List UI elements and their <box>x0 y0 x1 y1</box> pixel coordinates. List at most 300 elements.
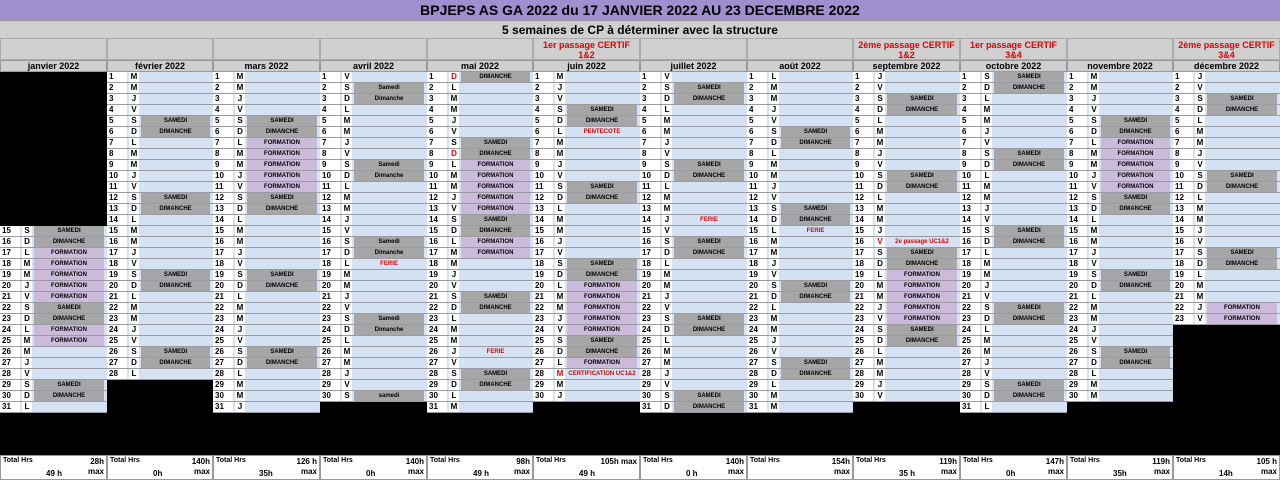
day-number: 31 <box>213 402 233 412</box>
day-number: 10 <box>427 171 447 181</box>
day-number: 28 <box>1067 369 1087 379</box>
day-row <box>107 94 213 105</box>
day-letter: M <box>770 314 778 323</box>
max-hours-value: 126 h max <box>296 457 317 476</box>
day-row <box>107 248 213 259</box>
day-number: 17 <box>320 248 340 258</box>
day-row <box>960 182 1067 193</box>
day-number: 27 <box>427 358 447 368</box>
day-letter: L <box>555 127 565 137</box>
day-row <box>747 369 853 380</box>
day-event: SAMEDI <box>567 182 637 192</box>
day-row <box>960 248 1067 259</box>
day-number: 28 <box>533 369 553 379</box>
day-number: 20 <box>427 281 447 291</box>
day-number: 19 <box>0 270 20 280</box>
day-row <box>213 380 320 391</box>
day-letter: J <box>342 292 352 302</box>
day-number: 10 <box>747 171 767 181</box>
day-row <box>1067 193 1173 204</box>
day-number: 25 <box>320 336 340 346</box>
day-letter: S <box>342 83 352 93</box>
day-row <box>853 160 960 171</box>
day-event: DIMANCHE <box>34 314 104 324</box>
day-event: FORMATION <box>34 325 104 335</box>
day-number: 31 <box>427 402 447 412</box>
day-row <box>960 391 1067 402</box>
day-row <box>320 369 427 380</box>
day-number: 2 <box>320 83 340 93</box>
day-letter: S <box>1089 270 1099 280</box>
day-number: 22 <box>747 303 767 313</box>
day-event: FORMATION <box>1101 138 1170 148</box>
day-letter: L <box>1089 215 1099 225</box>
day-number: 28 <box>0 369 20 379</box>
day-event: DIMANCHE <box>1101 358 1170 368</box>
day-number: 23 <box>0 314 20 324</box>
day-row <box>213 226 320 237</box>
day-row <box>533 314 640 325</box>
day-number: 16 <box>320 237 340 247</box>
day-event: DIMANCHE <box>247 358 317 368</box>
day-row <box>1067 248 1173 259</box>
day-letter: V <box>662 380 672 390</box>
month-total-hours <box>640 455 747 480</box>
day-number: 4 <box>1067 105 1087 115</box>
day-number: 1 <box>853 72 873 82</box>
day-letter: J <box>875 226 885 236</box>
day-number: 29 <box>1067 380 1087 390</box>
day-row <box>853 259 960 270</box>
day-letter: M <box>983 336 991 345</box>
day-number: 19 <box>533 270 553 280</box>
day-number: 5 <box>1067 116 1087 126</box>
day-number: 3 <box>533 94 553 104</box>
month-total-hours <box>1067 455 1173 480</box>
day-row <box>960 72 1067 83</box>
day-row <box>1173 204 1280 215</box>
day-number: 7 <box>960 138 980 148</box>
day-row <box>107 215 213 226</box>
day-letter: L <box>22 325 32 335</box>
day-event: FORMATION <box>34 259 104 269</box>
day-row <box>213 369 320 380</box>
day-row <box>533 237 640 248</box>
day-letter: M <box>236 160 244 169</box>
day-number: 1 <box>533 72 553 82</box>
day-letter: L <box>769 380 779 390</box>
day-number: 29 <box>427 380 447 390</box>
day-event: SAMEDI <box>34 380 104 390</box>
day-letter: M <box>556 380 564 389</box>
month-note <box>427 38 533 60</box>
day-row <box>1173 182 1280 193</box>
day-row <box>853 303 960 314</box>
month-header: avril 2022 <box>320 60 427 72</box>
day-row <box>213 237 320 248</box>
day-row <box>960 259 1067 270</box>
day-letter: M <box>450 325 458 334</box>
day-number: 20 <box>213 281 233 291</box>
day-row <box>1173 72 1280 83</box>
day-number: 21 <box>213 292 233 302</box>
day-letter: J <box>1089 248 1099 258</box>
day-row <box>427 325 533 336</box>
day-letter: L <box>769 149 779 159</box>
day-event: DIMANCHE <box>247 281 317 291</box>
day-event: FORMATION <box>1207 314 1277 324</box>
day-event: FORMATION <box>247 182 317 192</box>
day-row <box>427 369 533 380</box>
day-number: 19 <box>1067 270 1087 280</box>
day-row <box>960 204 1067 215</box>
day-number: 18 <box>960 259 980 269</box>
day-letter: D <box>1089 204 1099 214</box>
day-row <box>533 138 640 149</box>
day-number: 11 <box>1067 182 1087 192</box>
day-letter: J <box>449 193 459 203</box>
day-row <box>1067 127 1173 138</box>
day-event: DIMANCHE <box>781 215 850 225</box>
day-letter: S <box>555 182 565 192</box>
day-number: 11 <box>533 182 553 192</box>
day-number: 15 <box>1067 226 1087 236</box>
day-row <box>960 160 1067 171</box>
day-letter: M <box>876 215 884 224</box>
month-header: octobre 2022 <box>960 60 1067 72</box>
day-number: 12 <box>640 193 660 203</box>
day-row <box>960 105 1067 116</box>
day-letter: M <box>663 127 671 136</box>
day-letter: L <box>662 259 672 269</box>
day-row <box>640 281 747 292</box>
day-number: 4 <box>320 105 340 115</box>
day-letter: D <box>129 358 139 368</box>
day-number: 13 <box>213 204 233 214</box>
day-letter: V <box>875 83 885 93</box>
day-event: SAMEDI <box>141 347 210 357</box>
day-row <box>640 171 747 182</box>
day-letter: V <box>1195 314 1205 324</box>
day-number: 3 <box>107 94 127 104</box>
day-event: FORMATION <box>34 336 104 346</box>
day-number: 22 <box>1067 303 1087 313</box>
day-letter: D <box>982 160 992 170</box>
day-row <box>320 336 427 347</box>
day-number: 6 <box>960 127 980 137</box>
day-letter: V <box>1089 259 1099 269</box>
day-row <box>533 248 640 259</box>
day-letter: M <box>663 270 671 279</box>
day-row <box>427 149 533 160</box>
day-event: SAMEDI <box>781 204 850 214</box>
day-row <box>107 72 213 83</box>
day-row <box>747 116 853 127</box>
day-row <box>533 259 640 270</box>
day-letter: V <box>662 72 672 82</box>
day-number: 9 <box>427 160 447 170</box>
day-letter: J <box>555 83 565 93</box>
day-row <box>747 292 853 303</box>
day-number: 10 <box>1067 171 1087 181</box>
day-row <box>960 116 1067 127</box>
day-number: 22 <box>320 303 340 313</box>
day-row <box>320 314 427 325</box>
day-letter: L <box>769 303 779 313</box>
day-row <box>107 292 213 303</box>
day-number: 6 <box>320 127 340 137</box>
day-row <box>960 215 1067 226</box>
day-letter: J <box>1089 94 1099 104</box>
day-event: FORMATION <box>461 204 530 214</box>
day-number: 16 <box>213 237 233 247</box>
day-row <box>960 347 1067 358</box>
day-number: 10 <box>533 171 553 181</box>
day-row <box>640 270 747 281</box>
day-letter: J <box>769 336 779 346</box>
day-number: 3 <box>747 94 767 104</box>
day-row <box>853 226 960 237</box>
day-letter: L <box>129 215 139 225</box>
day-letter: M <box>770 402 778 411</box>
day-number: 24 <box>213 325 233 335</box>
day-row <box>1067 336 1173 347</box>
day-number: 13 <box>1173 204 1193 214</box>
day-number: 7 <box>853 138 873 148</box>
day-number: 30 <box>0 391 20 401</box>
day-letter: D <box>1089 127 1099 137</box>
day-row <box>853 171 960 182</box>
day-number: 17 <box>960 248 980 258</box>
day-row <box>853 369 960 380</box>
day-number: 15 <box>640 226 660 236</box>
day-row <box>747 94 853 105</box>
day-letter: S <box>662 160 672 170</box>
day-number: 30 <box>320 391 340 401</box>
day-number: 15 <box>853 226 873 236</box>
day-letter: J <box>555 391 565 401</box>
day-number: 16 <box>107 237 127 247</box>
day-number: 20 <box>107 281 127 291</box>
day-letter: S <box>235 270 245 280</box>
day-row <box>853 204 960 215</box>
day-number: 18 <box>320 259 340 269</box>
day-number: 10 <box>1173 171 1193 181</box>
day-letter: S <box>235 193 245 203</box>
day-event: Samedi <box>354 83 424 93</box>
day-row <box>320 204 427 215</box>
day-row <box>747 226 853 237</box>
day-number: 15 <box>960 226 980 236</box>
day-event: SAMEDI <box>1207 248 1277 258</box>
day-event: SAMEDI <box>141 193 210 203</box>
day-letter: D <box>22 391 32 401</box>
day-number: 16 <box>1067 237 1087 247</box>
day-event: SAMEDI <box>461 369 530 379</box>
day-row <box>1067 281 1173 292</box>
day-letter: S <box>129 116 139 126</box>
day-event: SAMEDI <box>1207 171 1277 181</box>
day-number: 26 <box>107 347 127 357</box>
day-row <box>107 303 213 314</box>
day-event: FORMATION <box>567 325 637 335</box>
day-event: DIMANCHE <box>994 83 1064 93</box>
day-event: FORMATION <box>247 149 317 159</box>
day-row <box>427 204 533 215</box>
month-header: juin 2022 <box>533 60 640 72</box>
day-number: 16 <box>427 237 447 247</box>
day-number: 10 <box>960 171 980 181</box>
day-row <box>747 105 853 116</box>
unused-days <box>640 413 747 455</box>
day-number: 20 <box>853 281 873 291</box>
day-number: 12 <box>960 193 980 203</box>
day-number: 5 <box>1173 116 1193 126</box>
day-row <box>640 105 747 116</box>
day-number: 24 <box>427 325 447 335</box>
day-row <box>1173 193 1280 204</box>
day-number: 7 <box>427 138 447 148</box>
total-hours-value: 49 h <box>46 469 63 478</box>
day-number: 27 <box>640 358 660 368</box>
day-letter: J <box>235 171 245 181</box>
day-row <box>0 347 107 358</box>
day-letter: S <box>982 303 992 313</box>
unused-days <box>320 402 427 455</box>
day-row <box>853 248 960 259</box>
day-letter: V <box>769 193 779 203</box>
day-letter: V <box>769 116 779 126</box>
day-letter: S <box>555 259 565 269</box>
day-letter: D <box>1195 105 1205 115</box>
day-row <box>0 358 107 369</box>
day-number: 5 <box>960 116 980 126</box>
day-number: 17 <box>747 248 767 258</box>
total-hours-value: 0 h <box>686 469 698 478</box>
month-total-hours <box>533 455 640 480</box>
day-event: DIMANCHE <box>34 391 104 401</box>
day-letter: M <box>236 237 244 246</box>
day-letter: M <box>663 116 671 125</box>
day-event: DIMANCHE <box>461 149 530 159</box>
day-number: 17 <box>533 248 553 258</box>
day-number: 14 <box>107 215 127 225</box>
day-letter: S <box>982 72 992 82</box>
day-number: 16 <box>0 237 20 247</box>
day-row <box>640 149 747 160</box>
day-number: 29 <box>213 380 233 390</box>
day-letter: V <box>1195 160 1205 170</box>
day-event: FORMATION <box>461 171 530 181</box>
day-row <box>853 116 960 127</box>
day-number: 28 <box>747 369 767 379</box>
day-letter: J <box>769 259 779 269</box>
day-number: 29 <box>533 380 553 390</box>
day-number: 3 <box>1067 94 1087 104</box>
day-event: FERIE <box>380 261 398 267</box>
day-letter: S <box>555 336 565 346</box>
day-number: 14 <box>747 215 767 225</box>
day-letter: V <box>555 94 565 104</box>
day-letter: L <box>662 182 672 192</box>
day-letter: M <box>450 402 458 411</box>
total-hours-label: Total Hrs <box>643 457 673 464</box>
day-letter: S <box>22 303 32 313</box>
day-row <box>853 314 960 325</box>
day-row <box>1067 204 1173 215</box>
day-number: 19 <box>960 270 980 280</box>
day-number: 15 <box>0 226 20 236</box>
day-row <box>1173 83 1280 94</box>
day-letter: L <box>235 369 245 379</box>
month-header: juillet 2022 <box>640 60 747 72</box>
day-letter: V <box>342 226 352 236</box>
day-row <box>320 94 427 105</box>
day-row <box>853 325 960 336</box>
day-letter: V <box>1089 105 1099 115</box>
day-letter: V <box>129 259 139 269</box>
day-letter: L <box>1195 116 1205 126</box>
day-letter: M <box>876 138 884 147</box>
day-letter: M <box>450 336 458 345</box>
day-row <box>747 193 853 204</box>
day-number: 4 <box>1173 105 1193 115</box>
day-letter: J <box>235 94 245 104</box>
day-letter: M <box>663 347 671 356</box>
day-event: DIMANCHE <box>141 127 210 137</box>
day-letter: V <box>449 281 459 291</box>
day-number: 18 <box>0 259 20 269</box>
day-number: 25 <box>853 336 873 346</box>
day-row <box>1173 127 1280 138</box>
day-row <box>1067 226 1173 237</box>
day-number: 21 <box>0 292 20 302</box>
day-event: SAMEDI <box>994 226 1064 236</box>
day-number: 18 <box>853 259 873 269</box>
day-letter: S <box>129 193 139 203</box>
day-letter: J <box>875 149 885 159</box>
day-number: 21 <box>640 292 660 302</box>
day-row <box>107 270 213 281</box>
day-letter: V <box>1089 336 1099 346</box>
day-row <box>853 127 960 138</box>
day-row <box>640 193 747 204</box>
day-event: FORMATION <box>567 292 637 302</box>
day-row <box>1067 237 1173 248</box>
day-letter: M <box>983 105 991 114</box>
day-event: SAMEDI <box>1207 94 1277 104</box>
day-row <box>1067 72 1173 83</box>
day-number: 30 <box>533 391 553 401</box>
day-row <box>0 336 107 347</box>
day-row <box>640 391 747 402</box>
day-letter: S <box>769 358 779 368</box>
day-letter: D <box>22 314 32 324</box>
day-row <box>640 259 747 270</box>
day-row <box>640 380 747 391</box>
day-letter: M <box>236 226 244 235</box>
day-row <box>320 325 427 336</box>
day-number: 30 <box>853 391 873 401</box>
day-number: 7 <box>213 138 233 148</box>
day-row <box>427 259 533 270</box>
day-number: 23 <box>640 314 660 324</box>
day-number: 28 <box>960 369 980 379</box>
day-event: SAMEDI <box>1101 347 1170 357</box>
day-number: 20 <box>747 281 767 291</box>
day-event: FORMATION <box>887 270 957 280</box>
day-letter: L <box>875 116 885 126</box>
